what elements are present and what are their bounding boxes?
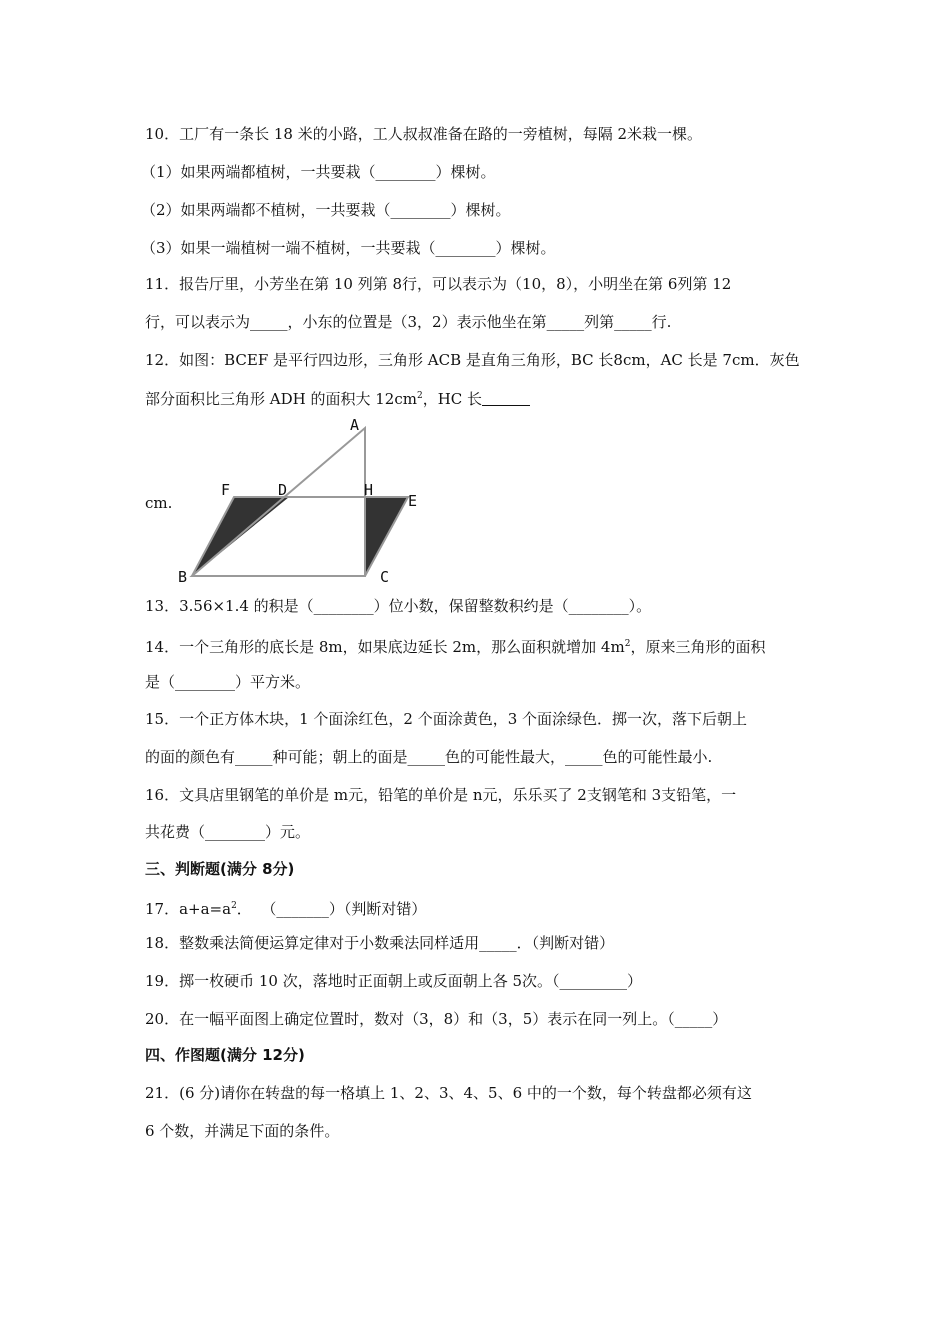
q17-superscript: 2 [231, 901, 237, 911]
q14-line1 [145, 634, 765, 657]
q12-superscript: 2 [416, 391, 423, 401]
q21-line1: 21．(6 分)请你在转盘的每一格填上 1、2、3、4、5、6 中的一个数，每个转盘都必须有这 [145, 1084, 752, 1102]
q12-line2 [145, 386, 530, 409]
triangle-acb [192, 428, 365, 576]
q14-line1-text: 14．一个三角形的底长是 8m，如果底边延长 2m，那么面积就增加 4m [145, 638, 625, 656]
label-c: C [380, 568, 390, 586]
q12-unit: cm. [145, 494, 173, 512]
q14-line2: 是（________）平方米。 [145, 673, 311, 691]
label-e: E [408, 492, 418, 510]
q10-part2: （2）如果两端都不植树，一共要栽（________）棵树。 [141, 201, 511, 219]
q15-line1: 15．一个正方体木块，1 个面涂红色，2 个面涂黄色，3 个面涂绿色．掷一次，落下后朝上 [145, 710, 748, 728]
section-4-heading: 四、作图题(满分 12分) [145, 1046, 305, 1064]
q10-part1: （1）如果两端都植树，一共要栽（________）棵树。 [141, 163, 496, 181]
label-d: D [278, 481, 288, 499]
q21-line2: 6 个数，并满足下面的条件。 [145, 1122, 340, 1140]
q17-text-start: 17．a+a=a [145, 900, 232, 918]
label-a: A [350, 416, 360, 434]
q18-text: 18．整数乘法简便运算定律对于小数乘法同样适用_____．（判断对错） [145, 934, 615, 952]
q13-text: 13．3.56×1.4 的积是（________）位小数，保留整数积约是（________）。 [145, 597, 652, 615]
geometry-figure [170, 410, 430, 590]
q12-answer-blank[interactable] [482, 391, 530, 406]
q15-line2: 的面的颜色有_____种可能；朝上的面是_____色的可能性最大，_____色的可能性最小. [145, 748, 713, 766]
q14-superscript: 2 [624, 639, 631, 649]
q16-line1: 16．文具店里钢笔的单价是 m元，铅笔的单价是 n元，乐乐买了 2支钢笔和 3支铅笔，一 [145, 786, 737, 804]
q20-text: 20．在一幅平面图上确定位置时，数对（3，8）和（3，5）表示在同一列上。（_____） [145, 1010, 728, 1028]
q11-line2: 行，可以表示为_____，小东的位置是（3，2）表示他坐在第_____列第_____行. [145, 313, 672, 331]
q11-line1: 11．报告厅里，小芳坐在第 10 列第 8行，可以表示为（10，8），小明坐在第 6列第 12 [145, 275, 732, 293]
label-b: B [178, 568, 188, 586]
section-3-heading: 三、判断题(满分 8分) [145, 860, 295, 878]
q17-text-end: ． （_______）（判断对错） [236, 900, 427, 918]
label-h: H [364, 481, 374, 499]
q12-line1: 12．如图：BCEF 是平行四边形，三角形 ACB 是直角三角形，BC 长8cm，AC 长是 7cm．灰色 [145, 351, 800, 369]
q19-text: 19．掷一枚硬币 10 次，落地时正面朝上或反面朝上各 5次。（_________） [145, 972, 643, 990]
q17-text [145, 896, 426, 919]
q10-part3: （3）如果一端植树一端不植树，一共要栽（________）棵树。 [141, 239, 556, 257]
q12-line2-tail: ，HC 长 [422, 390, 483, 408]
q16-line2: 共花费（________）元。 [145, 823, 311, 841]
label-f: F [221, 481, 231, 499]
q12-line2-text: 部分面积比三角形 ADH 的面积大 12cm [145, 390, 417, 408]
q10-stem: 10．工厂有一条长 18 米的小路，工人叔叔准备在路的一旁植树，每隔 2米栽一棵。 [145, 125, 703, 143]
q14-line1-tail: ，原来三角形的面积 [630, 638, 766, 656]
